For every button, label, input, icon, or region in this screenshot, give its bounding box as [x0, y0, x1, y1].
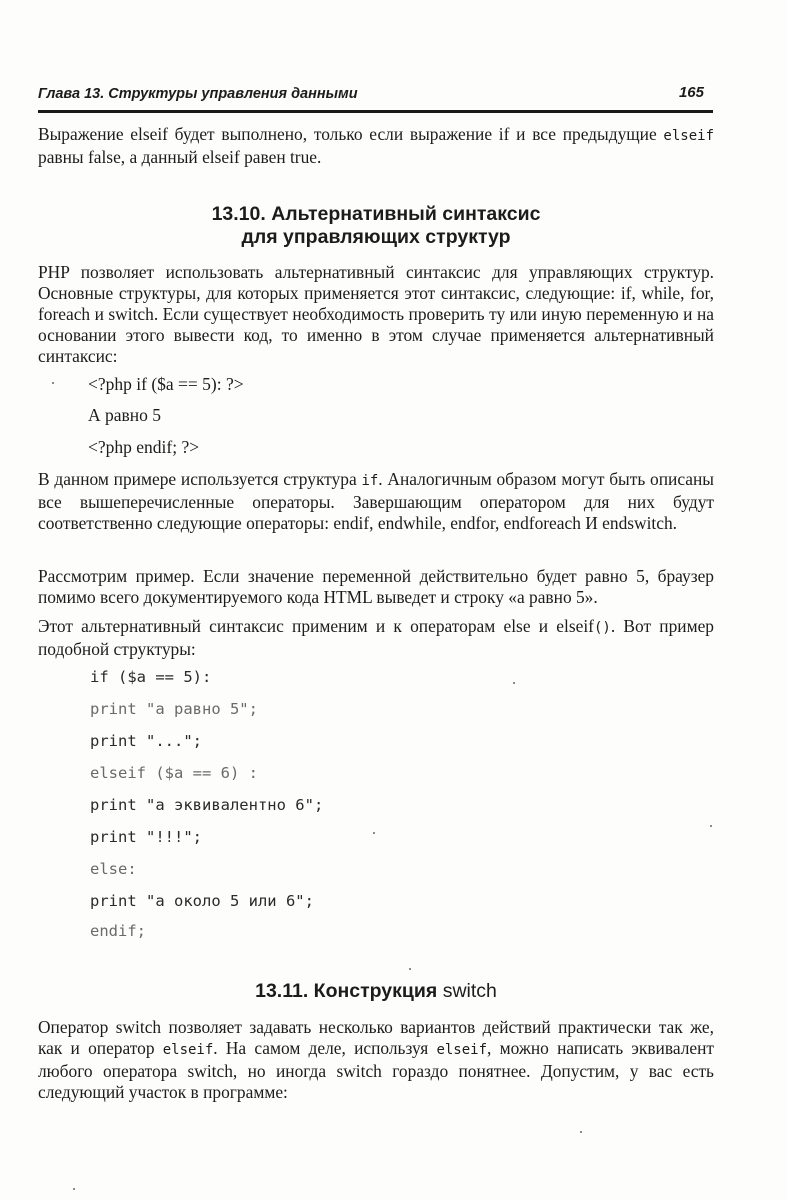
scan-speck: [513, 682, 515, 684]
section-13-11-title-bold: 13.11. Конструкция: [255, 980, 438, 1002]
section-13-11-title: [38, 980, 714, 1003]
example1-line-3: <?php endif; ?>: [88, 437, 200, 457]
intro-code: elseif: [663, 128, 714, 144]
example2-line-7: else:: [90, 860, 137, 878]
example2-line-3: print "...";: [90, 732, 202, 750]
s11-text-3: , можно написать эквивалент любого оператора switch, но иногда switch гораздо понятнее. Допустим, у вас есть следующий участок в программе:: [38, 1038, 715, 1102]
header-rule: [38, 110, 713, 113]
example2-line-1: if ($a == 5):: [90, 668, 212, 686]
section-13-10-title-line1: 13.10. Альтернативный синтаксис: [211, 203, 541, 225]
intro-text-1: Выражение elseif будет выполнено, только если выражение if и все предыдущие: [38, 124, 664, 144]
s11-code-2: elseif: [436, 1042, 488, 1058]
scan-speck: [373, 832, 375, 834]
intro-paragraph: [38, 124, 714, 168]
section-13-10-paragraph-4: [38, 616, 714, 660]
running-header: [38, 84, 704, 110]
section-13-10-paragraph-1: PHP позволяет использовать альтернативный синтаксис для управляющих структур. Основные структуры, для которых применяется этот синтаксис, следующие: if, while, for, foreach и switch. Если существует необходимость проверить ту или иную переменную и на основании этого вывести код, то именно в этом случае применяется альтернативный синтаксис:: [38, 262, 714, 366]
example2-line-8: print "а около 5 или 6";: [90, 892, 314, 910]
scan-speck: [409, 968, 411, 970]
example2-line-2: print "а равно 5";: [90, 700, 258, 718]
s11-text-2: . На самом деле, используя: [213, 1038, 437, 1058]
section-13-10-paragraph-3: Рассмотрим пример. Если значение переменной действительно будет равно 5, браузер помимо всего документируемого кода HTML выведет и строку «а равно 5».: [38, 566, 714, 607]
scan-speck: [73, 1188, 75, 1190]
section-13-10-title: [38, 203, 714, 249]
section-13-11-paragraph-1: [38, 1017, 714, 1103]
p2-text-2: . Аналогичным образом могут быть описаны все вышеперечисленные операторы. Завершающим оператором для них будут соответственно следующие операторы: endif, endwhile, endfor, endforeach И endswitch.: [38, 469, 714, 533]
example1-line-1: <?php if ($a == 5): ?>: [88, 374, 244, 394]
p2-code: if: [361, 473, 379, 489]
scan-speck: [710, 825, 712, 827]
example2-line-4: elseif ($a == 6) :: [90, 764, 258, 782]
s11-code-1: elseif: [162, 1042, 214, 1058]
example2-line-5: print "а эквивалентно 6";: [90, 796, 324, 814]
chapter-title: Глава 13. Структуры управления данными: [38, 86, 358, 102]
p2-text-1: В данном примере используется структура: [38, 469, 362, 489]
section-13-11-title-light: switch: [442, 980, 497, 1002]
page-number: 165: [678, 84, 704, 101]
section-13-10-paragraph-2: [38, 469, 714, 534]
p4-text-1: Этот альтернативный синтаксис применим и к операторам else и elseif: [38, 616, 594, 636]
example1-line-2: А равно 5: [88, 405, 162, 425]
scan-speck: [580, 1131, 582, 1133]
section-13-10-title-line2: для управляющих структур: [241, 226, 511, 248]
intro-text-2: равны false, а данный elseif равен true.: [38, 147, 322, 167]
s11-text-1: Оператор switch позволяет задавать несколько вариантов действий практически так же, как и оператор: [38, 1017, 714, 1058]
example2-line-9: endif;: [90, 922, 146, 940]
p4-code: (): [593, 620, 611, 636]
scan-speck: [52, 382, 54, 384]
example2-line-6: print "!!!";: [90, 828, 202, 846]
p4-text-2: . Вот пример подобной структуры:: [38, 616, 714, 659]
